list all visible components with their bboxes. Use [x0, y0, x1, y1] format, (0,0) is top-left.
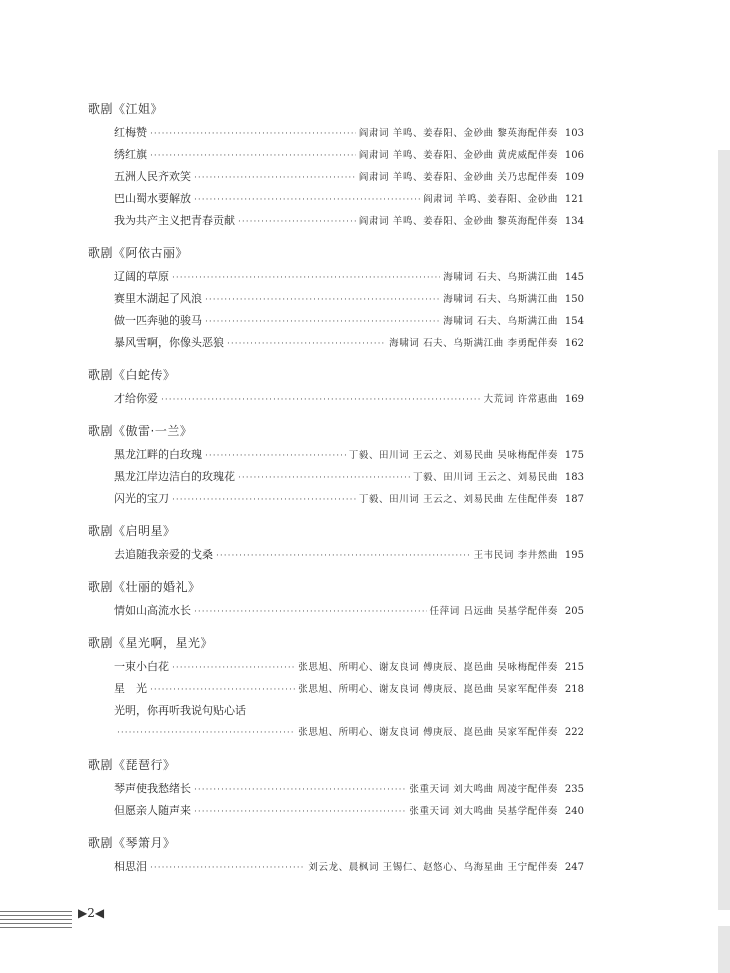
entry-page-number: 154	[564, 316, 584, 327]
dot-leader	[205, 445, 346, 467]
toc-section	[88, 244, 584, 354]
entry-credits: 张重天词 刘大鸣曲 吴基学配伴奏	[409, 806, 558, 817]
entry-page-number: 109	[564, 172, 584, 183]
entry-credits: 阎肃词 羊鸣、姜春阳、金砂曲	[423, 194, 558, 205]
toc-section	[88, 366, 584, 410]
entry-title: 绣红旗	[114, 148, 147, 161]
toc-entry[interactable]	[88, 800, 584, 822]
entry-page-number: 218	[564, 684, 584, 695]
entry-title: 情如山高流水长	[114, 604, 191, 617]
entry-title: 黑龙江畔的白玫瑰	[114, 448, 202, 461]
toc-entry[interactable]	[88, 656, 584, 678]
entry-credits: 张思旭、所明心、谢友良词 傅庚辰、崑邑曲 吴家军配伴奏	[298, 727, 558, 738]
entry-credits: 张思旭、所明心、谢友良词 傅庚辰、崑邑曲 吴咏梅配伴奏	[298, 662, 558, 673]
page-number: ▶2◀	[78, 906, 105, 920]
dot-leader	[172, 267, 440, 289]
entry-title: 做一匹奔驰的骏马	[114, 314, 202, 327]
entry-page-number: 150	[564, 294, 584, 305]
dot-leader	[150, 679, 295, 701]
toc-entry[interactable]	[88, 856, 584, 878]
entry-page-number: 240	[564, 806, 584, 817]
dot-leader	[172, 657, 295, 679]
entry-title: 暴风雪啊，你像头恶狼	[114, 336, 224, 349]
entry-credits: 阎肃词 羊鸣、姜春阳、金砂曲 黄虎威配伴奏	[358, 150, 558, 161]
entry-credits: 海啸词 石夫、乌斯满江曲	[443, 316, 558, 327]
entry-credits: 王韦民词 李井然曲	[473, 550, 558, 561]
entry-page-number: 162	[564, 338, 584, 349]
toc-section	[88, 834, 584, 878]
entry-page-number: 247	[564, 862, 584, 873]
toc-entry[interactable]	[88, 678, 584, 700]
toc-entry[interactable]	[88, 444, 584, 466]
toc-section	[88, 634, 584, 744]
entry-title: 闪光的宝刀	[114, 492, 169, 505]
dot-leader	[227, 333, 386, 355]
entry-credits: 张思旭、所明心、谢友良词 傅庚辰、崑邑曲 吴家军配伴奏	[298, 684, 558, 695]
entry-credits: 阎肃词 羊鸣、姜春阳、金砂曲 关乃忠配伴奏	[358, 172, 558, 183]
section-title: 歌剧《启明星》	[88, 524, 176, 538]
entry-title: 黑龙江岸边洁白的玫瑰花	[114, 470, 235, 483]
entry-credits: 阎肃词 羊鸣、姜春阳、金砂曲 黎英海配伴奏	[358, 128, 558, 139]
entry-page-number: 215	[564, 662, 584, 673]
right-margin-bar-lower	[718, 926, 730, 973]
entry-credits: 张重天词 刘大鸣曲 周凌宇配伴奏	[409, 784, 558, 795]
section-title: 歌剧《琵琶行》	[88, 758, 176, 772]
dot-leader	[205, 311, 440, 333]
entry-title: 相思泪	[114, 860, 147, 873]
toc-entry[interactable]	[88, 722, 584, 744]
dot-leader	[117, 722, 295, 744]
entry-credits: 刘云龙、晨枫词 王锡仁、赵悠心、乌海星曲 王宁配伴奏	[308, 862, 558, 873]
entry-page-number: 134	[564, 216, 584, 227]
entry-title: 巴山蜀水要解放	[114, 192, 191, 205]
toc-entry-title[interactable]: 光明，你再听我说句贴心话	[114, 704, 246, 717]
entry-credits: 阎肃词 羊鸣、姜春阳、金砂曲 黎英海配伴奏	[358, 216, 558, 227]
entry-page-number: 145	[564, 272, 584, 283]
entry-credits: 丁毅、田川词 王云之、刘易民曲 左佳配伴奏	[358, 494, 558, 505]
section-title: 歌剧《星光啊，星光》	[88, 636, 214, 650]
right-margin-bar	[718, 150, 730, 910]
entry-title: 赛里木湖起了风浪	[114, 292, 202, 305]
toc-entry[interactable]	[88, 544, 584, 566]
toc-entry[interactable]	[88, 310, 584, 332]
toc-entry[interactable]	[88, 466, 584, 488]
dot-leader	[194, 779, 406, 801]
dot-leader	[194, 167, 356, 189]
entry-title: 但愿亲人随声来	[114, 804, 191, 817]
entry-page-number: 175	[564, 450, 584, 461]
dot-leader	[194, 189, 420, 211]
entry-page-number: 169	[564, 394, 584, 405]
section-title: 歌剧《壮丽的婚礼》	[88, 580, 201, 594]
toc-entry[interactable]	[88, 332, 584, 354]
entry-page-number: 205	[564, 606, 584, 617]
entry-page-number: 235	[564, 784, 584, 795]
entry-title: 我为共产主义把青春贡献	[114, 214, 235, 227]
entry-title: 一束小白花	[114, 660, 169, 673]
dot-leader	[238, 211, 356, 233]
dot-leader	[238, 467, 410, 489]
toc-entry[interactable]	[88, 166, 584, 188]
entry-page-number: 222	[564, 727, 584, 738]
entry-title: 琴声使我愁绪长	[114, 782, 191, 795]
toc-section	[88, 422, 584, 510]
toc-entry[interactable]	[88, 266, 584, 288]
entry-page-number: 187	[564, 494, 584, 505]
entry-title: 辽阔的草原	[114, 270, 169, 283]
dot-leader	[216, 545, 471, 567]
dot-leader	[205, 289, 440, 311]
entry-credits: 海啸词 石夫、乌斯满江曲 李勇配伴奏	[389, 338, 558, 349]
toc-entry[interactable]	[88, 778, 584, 800]
entry-title: 五洲人民齐欢笑	[114, 170, 191, 183]
entry-title: 才给你爱	[114, 392, 158, 405]
section-title: 歌剧《江姐》	[88, 102, 164, 116]
entry-credits: 任萍词 吕远曲 吴基学配伴奏	[429, 606, 558, 617]
toc-entry[interactable]	[88, 122, 584, 144]
entry-page-number: 106	[564, 150, 584, 161]
toc-entry[interactable]	[88, 188, 584, 210]
entry-page-number: 121	[564, 194, 584, 205]
toc-entry[interactable]	[88, 488, 584, 510]
footer-rule-lines	[0, 911, 72, 931]
entry-page-number: 103	[564, 128, 584, 139]
entry-page-number: 183	[564, 472, 584, 483]
dot-leader	[150, 123, 356, 145]
toc-entry[interactable]	[88, 144, 584, 166]
entry-credits: 海啸词 石夫、乌斯满江曲	[443, 294, 558, 305]
toc-entry[interactable]	[88, 210, 584, 232]
toc-section	[88, 100, 584, 232]
entry-credits: 海啸词 石夫、乌斯满江曲	[443, 272, 558, 283]
toc-section	[88, 522, 584, 566]
section-title: 歌剧《白蛇传》	[88, 368, 176, 382]
entry-credits: 丁毅、田川词 王云之、刘易民曲	[412, 472, 558, 483]
toc-entry[interactable]	[88, 600, 584, 622]
dot-leader	[172, 489, 356, 511]
entry-title: 星 光	[114, 682, 147, 695]
section-title: 歌剧《阿依古丽》	[88, 246, 189, 260]
entry-title: 红梅赞	[114, 126, 147, 139]
section-title: 歌剧《琴箫月》	[88, 836, 176, 850]
toc-entry[interactable]	[88, 388, 584, 410]
toc-section	[88, 756, 584, 822]
toc-section	[88, 578, 584, 622]
dot-leader	[150, 145, 356, 167]
dot-leader	[150, 857, 305, 879]
dot-leader	[194, 801, 406, 823]
section-title: 歌剧《傲雷·一兰》	[88, 424, 193, 438]
entry-page-number: 195	[564, 550, 584, 561]
dot-leader	[194, 601, 427, 623]
entry-title: 去追随我亲爱的戈桑	[114, 548, 213, 561]
entry-credits: 丁毅、田川词 王云之、刘易民曲 吴咏梅配伴奏	[348, 450, 558, 461]
dot-leader	[161, 389, 481, 411]
entry-credits: 大荒词 许常惠曲	[483, 394, 558, 405]
table-of-contents	[88, 100, 584, 890]
toc-entry[interactable]	[88, 288, 584, 310]
